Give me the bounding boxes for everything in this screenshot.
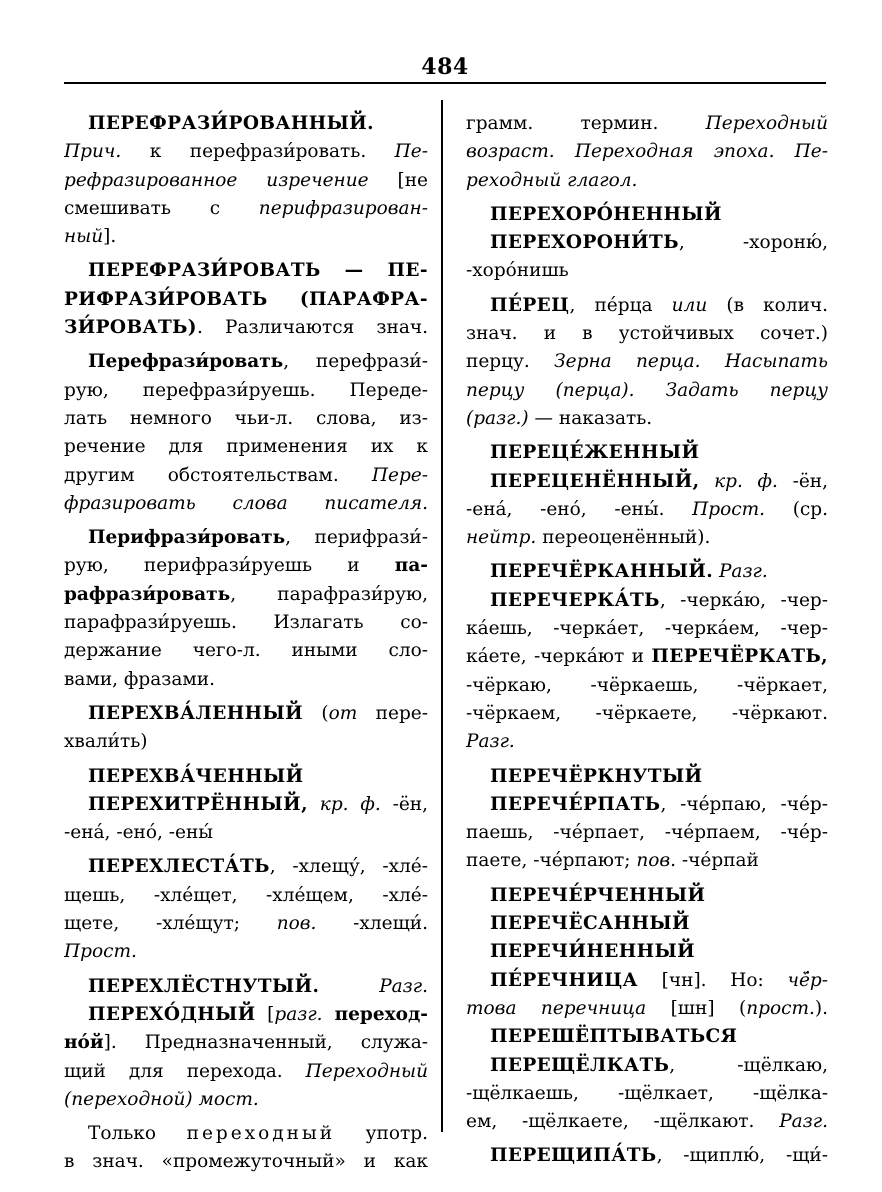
text-run: , -че́рпаю, -че́р- (660, 793, 828, 815)
text-line (466, 587, 828, 615)
text-run: в знач. «промежуточный» и как (64, 1151, 428, 1173)
text-run: -хлещи́. (316, 913, 428, 935)
text-run: ( (302, 702, 329, 724)
text-run: перцу. (466, 351, 555, 373)
text-run: парафрази́руешь. Излагать со- (64, 612, 428, 634)
text-run: [шн] ( (646, 997, 747, 1019)
text-line (64, 314, 428, 342)
text-line (466, 967, 828, 995)
text-run: пере- (357, 702, 428, 724)
text-run: Зерна перца. Насыпать (554, 351, 828, 373)
text-run: -хоро́нишь (466, 260, 569, 282)
text-run: Перефрази́ровать (88, 351, 284, 373)
text-line (466, 791, 828, 819)
text-run: паете, -че́рпают; (466, 850, 637, 872)
text-line (64, 973, 428, 1001)
text-run: -щёлкаешь, -щёлкает, -щёлка- (466, 1082, 828, 1104)
text-run: па- (394, 555, 428, 577)
text-line (64, 882, 428, 910)
text-line (466, 138, 828, 166)
text-run: . Различаются знач. (196, 317, 428, 339)
text-run: переходный (186, 1123, 336, 1145)
text-run: Разг. (779, 1111, 828, 1133)
text-line (466, 201, 828, 229)
text-run: [не (368, 169, 428, 191)
text-run: пов. (636, 850, 677, 872)
text-line (466, 847, 828, 875)
text-line (64, 700, 428, 728)
headword: ПЕРЕЦЕНЁННЫЙ, (490, 470, 700, 492)
headword: ПЕРЕХО́ДНЫЙ (88, 1003, 256, 1025)
text-line (64, 552, 428, 580)
text-run: но́й (64, 1032, 104, 1054)
text-run: , -хороню́, (678, 232, 828, 254)
headword: ПЕРЕХОРО́НЕННЫЙ (490, 203, 722, 225)
text-run: речение для применения их к (64, 436, 428, 458)
text-run: Разг. (718, 561, 768, 583)
text-line (64, 167, 428, 195)
text-run: ем, -щёлкаете, -щёлкают. (466, 1111, 780, 1133)
headword: ПЕРЕЧЕ́РЧЕННЫЙ (490, 884, 706, 906)
text-line (466, 257, 828, 285)
text-run: Переходный (705, 113, 828, 134)
text-run: Прост. (64, 941, 137, 963)
headword: ПЕРЕХВА́ЧЕННЫЙ (88, 765, 304, 787)
headword: ПЕРЕЧЁСАННЫЙ (490, 913, 690, 935)
headword: ПЕРЕХЛЕСТА́ТЬ (88, 856, 270, 878)
header-rule (64, 82, 826, 84)
headword: ПЕРЕЧИ́НЕННЫЙ (490, 941, 696, 963)
text-line (466, 995, 828, 1023)
headword: ПЕРЕФРАЗИ́РОВАННЫЙ. (88, 113, 374, 134)
text-run: возраст. Переходная эпоха. Пе- (466, 141, 828, 163)
text-run: рую, перефрази́руешь. Переде- (64, 379, 428, 401)
text-line (64, 609, 428, 637)
text-line (466, 1108, 828, 1136)
text-run: переход- (322, 1003, 428, 1025)
text-run: лать немного чьи-л. слова, из- (64, 407, 428, 429)
text-line (466, 1080, 828, 1108)
text-line (64, 581, 428, 609)
text-run: това перечница (466, 997, 647, 1019)
text-line (466, 728, 828, 756)
text-run: грамм. термин. (466, 113, 706, 134)
text-run: пов. (276, 913, 317, 935)
text-line (466, 1142, 828, 1170)
text-line (64, 763, 428, 791)
text-run: , парафрази́рую, (230, 583, 428, 605)
text-line (64, 524, 428, 552)
headword: ПЕРЕХЛЁСТНУТЫЙ. (88, 975, 320, 997)
headword: ПЕ́РЕЦ (490, 294, 570, 316)
text-run: кр. ф. (714, 470, 778, 492)
text-line (466, 1052, 828, 1080)
text-run: ка́ете, -черка́ют и (466, 646, 652, 668)
text-run: -ена́, -ено́, -ены́. (466, 498, 693, 520)
text-line (64, 377, 428, 405)
headword: ПЕРЕФРАЗИ́РОВАТЬ — ПЕ- (88, 260, 428, 282)
text-run (699, 471, 714, 492)
text-run: Пере- (371, 464, 428, 486)
page-number: 484 (421, 54, 469, 80)
text-run: Перифрази́ровать (88, 527, 286, 549)
headword: ПЕРЕШЁПТЫВАТЬСЯ (490, 1026, 738, 1048)
text-line (64, 348, 428, 376)
text-run: -чёркаем, -чёркаете, -чёркают. (466, 702, 828, 724)
text-run: -чёркаю, -чёркаешь, -чёркает, (466, 674, 828, 696)
text-run: (в колич. (707, 294, 828, 316)
text-run: рафрази́ровать (64, 583, 231, 605)
text-line (466, 468, 828, 496)
text-run: Только (88, 1123, 187, 1145)
text-run: перифразирован- (258, 197, 428, 219)
text-run: к перефрази́ровать. (121, 141, 395, 163)
headword: ЗИ́РОВАТЬ) (64, 317, 197, 339)
text-line (466, 910, 828, 938)
text-run: фразировать слова писателя. (64, 492, 428, 514)
text-line (64, 433, 428, 461)
text-run: (ср. (765, 498, 828, 520)
text-line (466, 292, 828, 320)
text-run: ]. (103, 226, 117, 248)
text-run: , -щиплю́, -щи́- (656, 1145, 828, 1167)
text-run: щете, -хле́щут; (64, 913, 277, 935)
text-line (466, 700, 828, 728)
text-line (64, 138, 428, 166)
text-line (466, 524, 828, 552)
text-line (466, 229, 828, 257)
text-run: нейтр. (466, 527, 537, 549)
text-run: ]. Предназначенный, служа- (103, 1032, 428, 1054)
text-line (64, 637, 428, 665)
text-line (466, 167, 828, 195)
text-run: ка́ешь, -черка́ет, -черка́ем, -чер- (466, 618, 828, 640)
text-line (64, 1120, 428, 1148)
text-run: знач. и в устойчивых сочет.) (466, 323, 828, 345)
text-run: употр. (335, 1123, 428, 1145)
headword: ПЕРЕЧЁРКНУТЫЙ (490, 765, 703, 787)
text-run: чё́р- (787, 969, 828, 991)
text-run: кр. ф. (319, 793, 381, 815)
text-run: паешь, -че́рпает, -че́рпаем, -че́р- (466, 822, 828, 844)
text-run: — наказать. (528, 407, 653, 429)
text-line (64, 223, 428, 251)
text-line (64, 462, 428, 490)
left-column (64, 110, 428, 1177)
text-line (466, 377, 828, 405)
headword: ПЕРЕЩЁЛКАТЬ (490, 1054, 670, 1076)
text-line (466, 110, 828, 138)
text-run: Разг. (466, 731, 515, 753)
headword: ПЕРЕЧЁРКАТЬ, (651, 646, 828, 668)
text-run: , перефрази́- (283, 351, 428, 373)
text-run: , -черка́ю, -чер- (659, 589, 828, 611)
text-run: [чн]. Но: (637, 969, 788, 991)
text-run: (разг.) (466, 407, 529, 429)
text-line (466, 819, 828, 847)
text-line (466, 558, 828, 586)
text-run: , перифрази́- (285, 527, 428, 549)
headword: ПЕРЕЧЕРКА́ТЬ (490, 589, 660, 611)
text-run: разг. (274, 1003, 323, 1025)
column-divider (441, 100, 443, 1132)
text-line (64, 405, 428, 433)
text-run: (переходной) мост. (64, 1088, 259, 1110)
text-run: Прост. (692, 498, 766, 520)
headword: ПЕРЕЧЕ́РПАТЬ (490, 793, 661, 815)
text-run: рефразированное изречение (64, 169, 369, 191)
text-run: смешивать с (64, 197, 259, 219)
headword: РИФРАЗИ́РОВАТЬ (ПАРАФРА- (64, 288, 428, 310)
text-line (466, 405, 828, 433)
text-run: ный (64, 226, 104, 248)
text-run: рую, перифрази́руешь и (64, 555, 395, 577)
text-run: перцу (перца). Задать перцу (466, 379, 828, 401)
text-line (64, 195, 428, 223)
text-run: или (671, 294, 708, 316)
text-run: ). (814, 997, 828, 1019)
text-line (466, 496, 828, 524)
headword: ПЕРЕХИТРЁННЫЙ, (88, 793, 308, 815)
text-line (466, 882, 828, 910)
text-run: -че́рпай (676, 850, 759, 872)
right-column (466, 110, 828, 1171)
text-run: , -щёлкаю, (669, 1054, 828, 1076)
text-line (466, 672, 828, 700)
text-run (319, 976, 379, 997)
text-line (466, 1023, 828, 1051)
text-run: -ён, (380, 793, 428, 815)
text-line (466, 348, 828, 376)
text-line (64, 853, 428, 881)
text-run: Пе- (394, 141, 428, 163)
text-run (308, 794, 320, 815)
text-line (64, 257, 428, 285)
text-run: щий для перехода. (64, 1060, 306, 1082)
text-line (466, 938, 828, 966)
text-line (64, 1148, 428, 1176)
text-run: другим обстоятельствам. (64, 464, 372, 486)
text-run: от (328, 702, 358, 724)
text-line (64, 286, 428, 314)
headword: ПЕРЕХОРОНИ́ТЬ (490, 232, 679, 254)
text-run: прост. (746, 997, 815, 1019)
text-run: Переходный (305, 1060, 428, 1082)
headword: ПЕ́РЕЧНИЦА (490, 969, 638, 991)
text-run: вами, фразами. (64, 668, 215, 690)
text-line (64, 728, 428, 756)
text-line (64, 938, 428, 966)
text-line (64, 1086, 428, 1114)
text-run: Разг. (379, 975, 428, 997)
text-line (64, 1029, 428, 1057)
text-run: -ён, (777, 470, 828, 492)
text-run: хвали́ть) (64, 731, 148, 753)
text-line (64, 490, 428, 518)
text-line (466, 763, 828, 791)
text-run: держание чего-л. иными сло- (64, 640, 428, 662)
text-line (466, 643, 828, 671)
text-line (466, 320, 828, 348)
text-line (466, 615, 828, 643)
text-line (64, 666, 428, 694)
headword: ПЕРЕЦЕ́ЖЕННЫЙ (490, 442, 700, 464)
text-line (64, 1001, 428, 1029)
text-run: , -хлещу́, -хле́- (269, 856, 428, 878)
headword: ПЕРЕХВА́ЛЕННЫЙ (88, 702, 303, 724)
text-run: [ (255, 1003, 275, 1025)
headword: ПЕРЕЩИПА́ТЬ (490, 1145, 657, 1167)
text-run: щешь, -хле́щет, -хле́щем, -хле́- (64, 884, 428, 906)
text-line (64, 1058, 428, 1086)
text-run: переоценённый). (536, 527, 711, 549)
text-line (466, 439, 828, 467)
headword: ПЕРЕЧЁРКАННЫЙ. (490, 561, 714, 583)
text-line (64, 819, 428, 847)
text-line (64, 110, 428, 138)
text-run: -ена́, -ено́, -ены́ (64, 822, 214, 844)
text-line (64, 910, 428, 938)
text-line (64, 791, 428, 819)
text-run: , пе́рца (569, 294, 672, 316)
text-run: Прич. (64, 141, 122, 163)
text-run: реходный глагол. (466, 169, 638, 191)
